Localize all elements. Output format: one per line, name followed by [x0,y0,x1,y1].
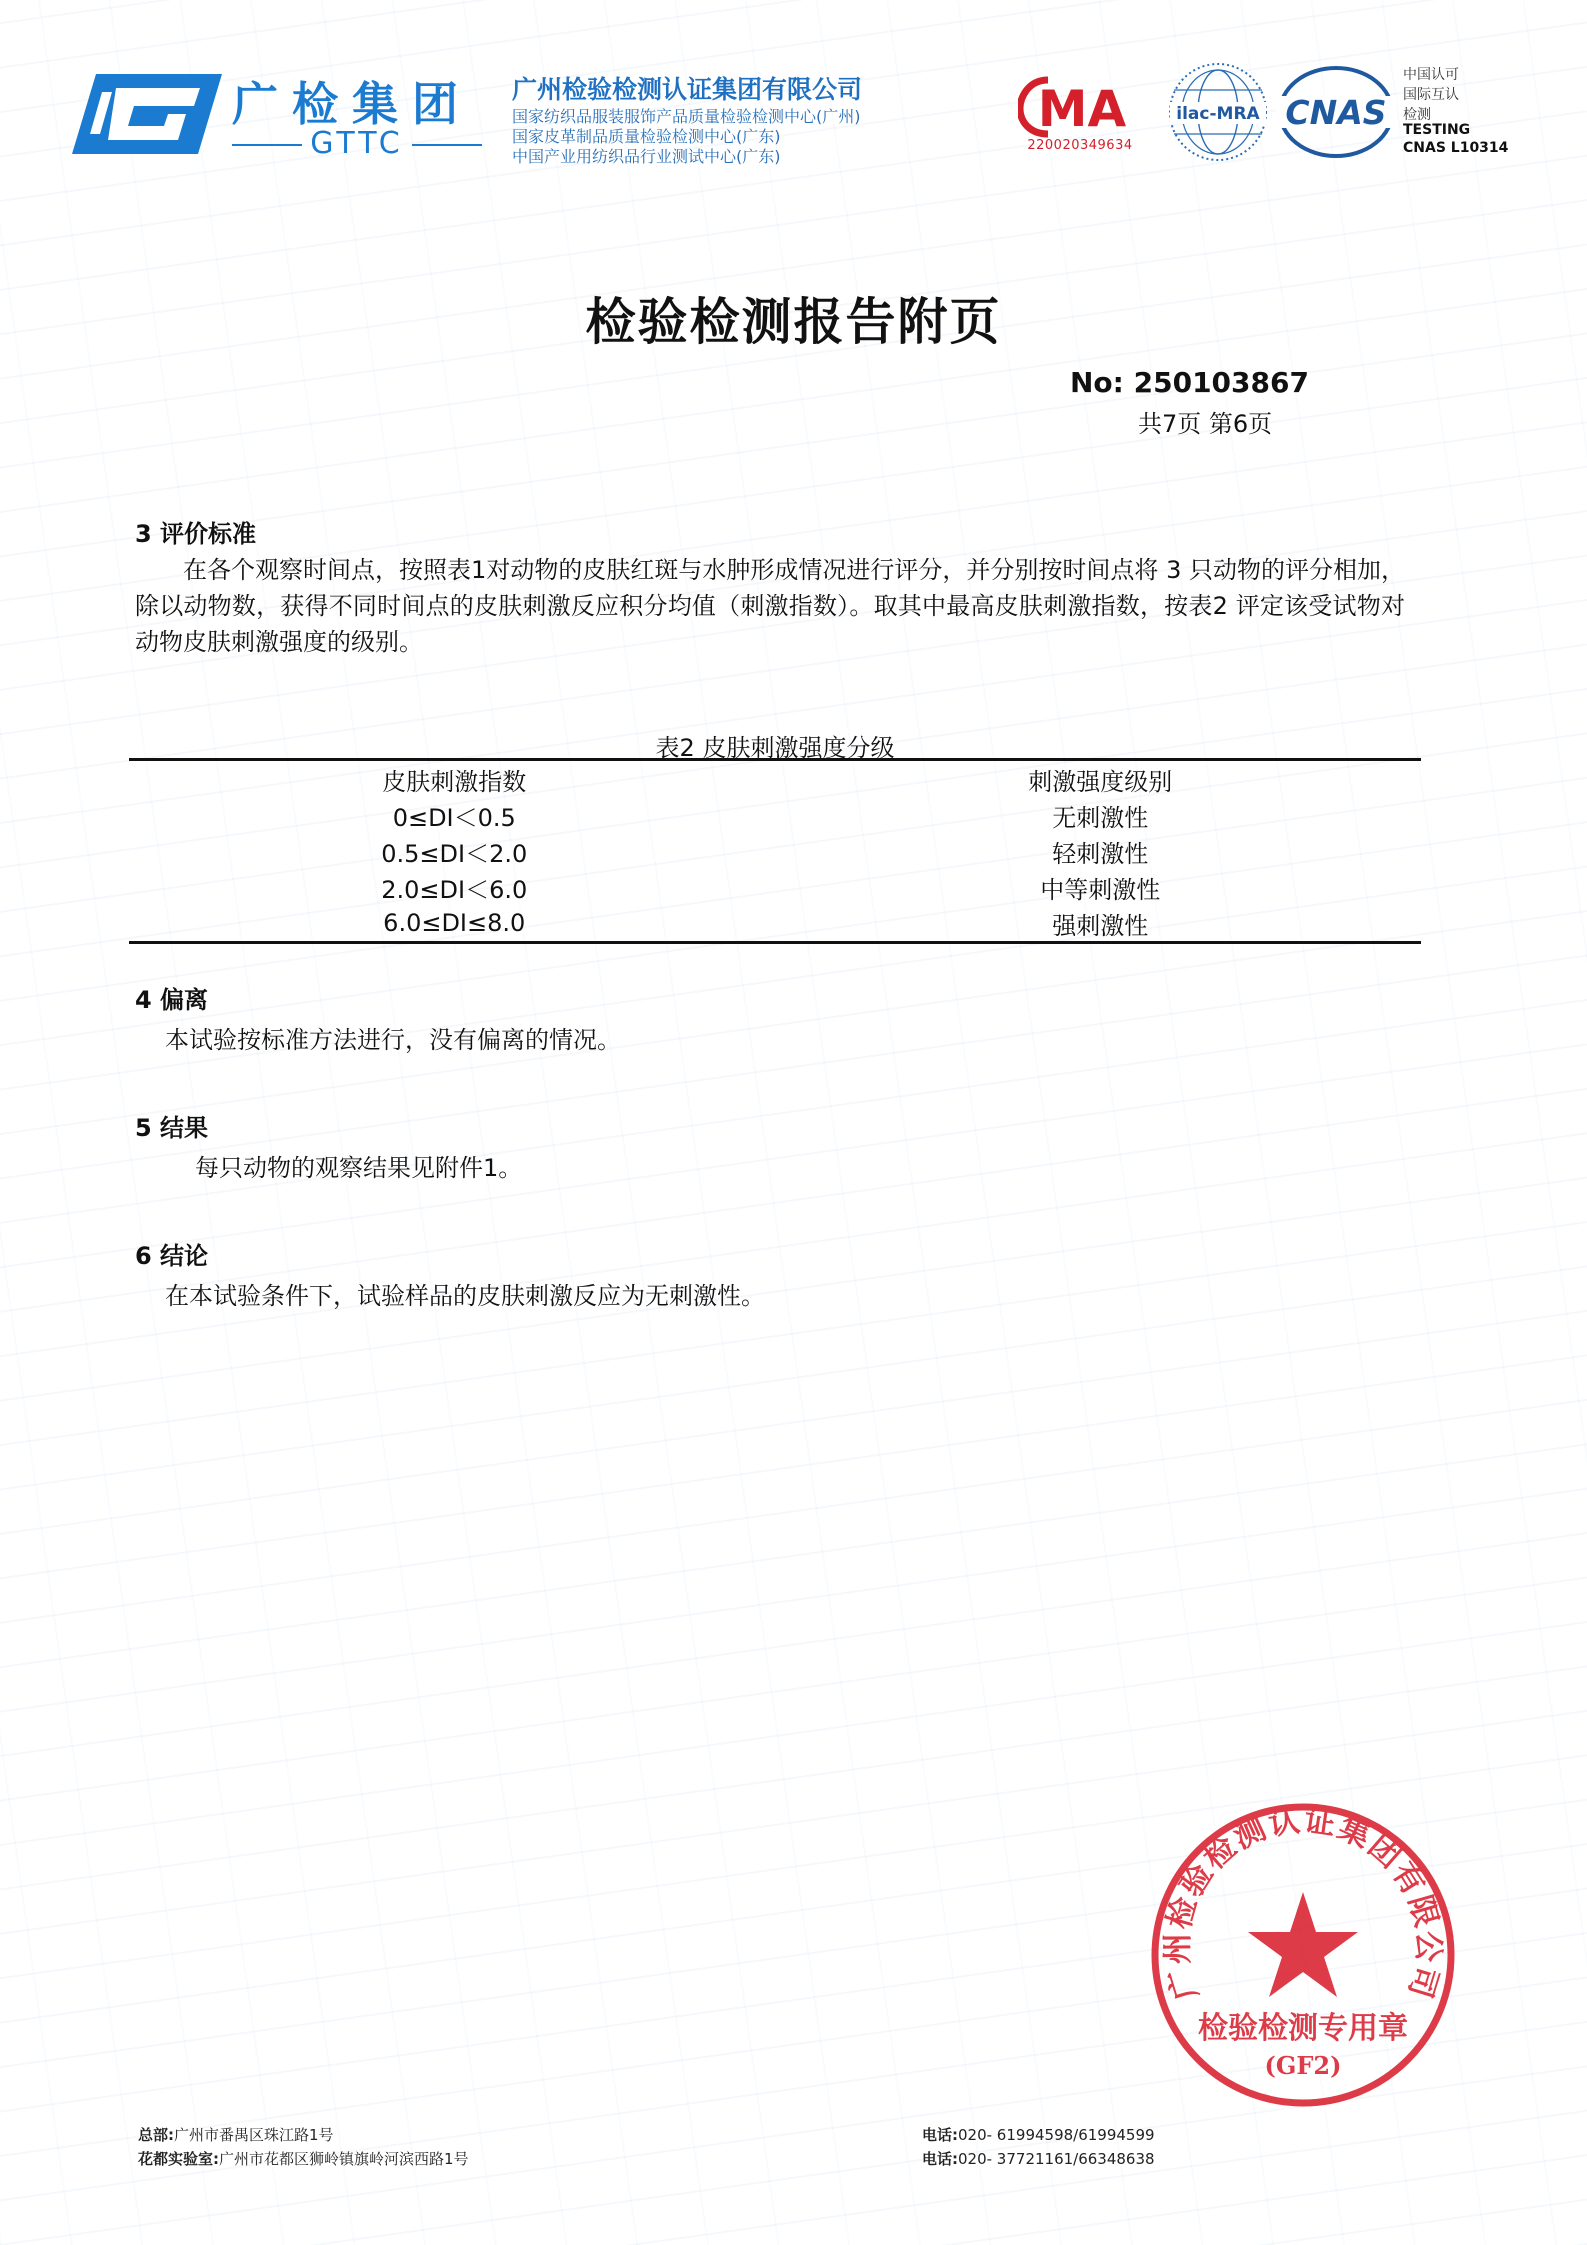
accreditation-line-3: 检测 [1403,107,1431,123]
header-irritation-level: 刺激强度级别 [779,760,1421,798]
footer-phone-1-number: 020- 61994598/61994599 [958,2126,1155,2144]
company-name: 广州检验检测认证集团有限公司 [512,75,863,104]
brand-name-cn: 广检集团 [232,77,472,131]
footer-lab [138,2148,469,2169]
cnas-logo-icon [1276,64,1396,160]
footer-phone-1 [922,2124,1155,2145]
footer-phone-1-label: 电话: [922,2126,958,2144]
cell-index-range: 6.0≤DI≤8.0 [129,905,779,943]
cma-number: 220020349634 [1027,138,1133,153]
cell-level: 强刺激性 [779,905,1421,943]
footer-hq-address: 广州市番禺区珠江路1号 [174,2126,334,2144]
page-title: 检验检测报告附页 [585,292,1002,351]
footer-lab-address: 广州市花都区狮岭镇旗岭河滨西路1号 [219,2150,469,2168]
page-counter: 共7页 第6页 [1138,410,1273,438]
seal-center-text: 检验检测专用章 [1198,2011,1408,2046]
table-row [129,869,1421,905]
testing-label: TESTING [1403,122,1471,138]
cell-level: 中等刺激性 [1040,875,1161,904]
table-2-caption: 表2 皮肤刺激强度分级 [655,734,895,762]
section-3-heading: 3 评价标准 [135,520,257,548]
section-6-heading: 6 结论 [135,1242,209,1270]
report-number: No: 250103867 [1070,366,1309,399]
section-6-text: 在本试验条件下，试验样品的皮肤刺激反应为无刺激性。 [165,1282,765,1310]
brand-name-en: GTTC [310,126,404,161]
official-seal-icon [1148,1800,1458,2110]
cell-level: 无刺激性 [1052,803,1149,832]
table-row [129,833,1421,869]
footer-hq-label: 总部: [138,2126,174,2144]
accreditation-line-2: 国际互认 [1403,87,1459,103]
section-5-heading: 5 结果 [135,1114,209,1142]
cell-index-range: 0.5≤DI＜2.0 [381,839,528,868]
section-4-heading: 4 偏离 [135,986,209,1014]
sub-line-leather: 国家皮革制品质量检验检测中心(广东) [512,127,781,146]
section-4-text: 本试验按标准方法进行，没有偏离的情况。 [165,1026,621,1054]
footer-lab-label: 花都实验室: [138,2150,219,2168]
sub-line-textile: 国家纺织品服装服饰产品质量检验检测中心(广州) [512,107,861,126]
cnas-number: CNAS L10314 [1403,140,1509,156]
footer-hq [138,2124,334,2145]
ilac-mra-logo-icon [1166,60,1270,164]
brand-divider-right [412,144,482,146]
cma-logo-text: MA [1037,80,1127,138]
table-row [129,797,1421,833]
footer-phone-2-label: 电话: [922,2150,958,2168]
ilac-logo-text: ilac-MRA [1176,104,1260,124]
accreditation-line-1: 中国认可 [1403,67,1459,83]
seal-ring-text: 广州检验检测认证集团有限公司 [1159,1802,1447,2004]
footer-phone-2 [922,2148,1155,2169]
section-3-text: 在各个观察时间点，按照表1对动物的皮肤红斑与水肿形成情况进行评分，并分别按时间点将 3 只动物的评分相加，除以动物数，获得不同时间点的皮肤刺激反应积分均值（刺激指数）。取其中最高皮肤刺激指数，按表2 评定该受试物对动物皮肤刺激强度的级别。 [135,556,1405,656]
footer-phone-2-number: 020- 37721161/66348638 [958,2150,1155,2168]
section-5-text: 每只动物的观察结果见附件1。 [195,1154,523,1182]
cnas-logo-text: CNAS [1285,93,1387,132]
table-row [129,905,1421,943]
cell-index-range: 0≤DI＜0.5 [392,803,516,832]
cell-index-range: 2.0≤DI＜6.0 [381,875,528,904]
seal-code: (GF2) [1264,2051,1342,2080]
irritation-grade-table [129,758,1421,944]
table-header-row [129,760,1421,798]
gttc-logo-icon [72,66,222,162]
section-3-paragraph [135,552,1405,660]
header-irritation-index: 皮肤刺激指数 [129,760,779,798]
cell-level: 轻刺激性 [1052,839,1149,868]
sub-line-industrial: 中国产业用纺织品行业测试中心(广东) [512,147,781,166]
